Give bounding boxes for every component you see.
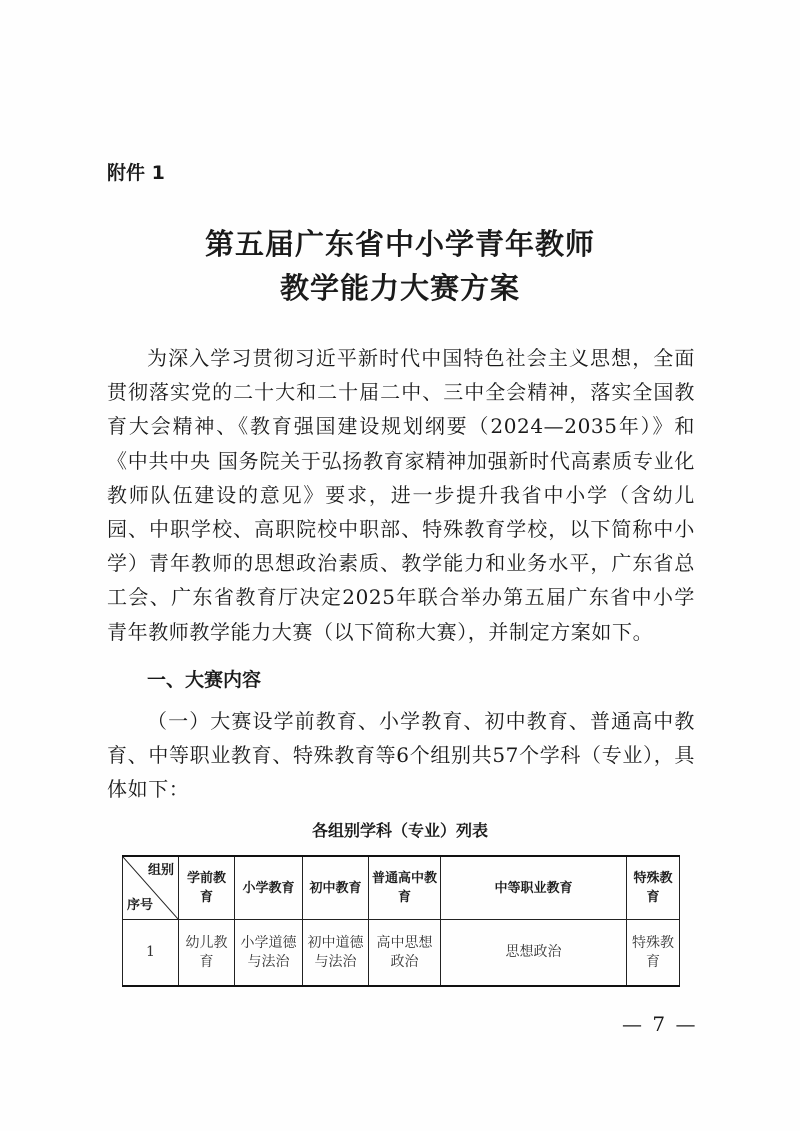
header-senior-high: 普通高中教育	[369, 856, 441, 920]
header-junior-high: 初中教育	[303, 856, 369, 920]
header-vocational: 中等职业教育	[441, 856, 627, 920]
attachment-label: 附件 1	[107, 162, 165, 184]
table-cell: 小学道德与法治	[235, 920, 303, 987]
intro-paragraph: 为深入学习贯彻习近平新时代中国特色社会主义思想，全面贯彻落实党的二十大和二十届二中、三中全会精神，落实全国教育大会精神、《教育强国建设规划纲要（2024—2035年）》和《中共中央 国务院关于弘扬教育家精神加强新时代高素质专业化教师队伍建设的意见》要求，进一步提升我省中小学（含幼儿园、中职学校、高职院校中职部、特殊教育学校，以下简称中小学）青年教师的思想政治素质、教学能力和业务水平，广东省总工会、广东省教育厅决定2025年联合举办第五届广东省中小学青年教师教学能力大赛（以下简称大赛），并制定方案如下。	[107, 346, 695, 644]
section-heading: 一、大赛内容	[147, 669, 262, 691]
table-row	[123, 920, 680, 987]
table-caption: 各组别学科（专业）列表	[311, 821, 488, 840]
page-number: — 7 —	[622, 1012, 698, 1036]
subject-table	[122, 855, 680, 987]
row-number: 1	[123, 920, 179, 987]
table-cell: 思想政治	[441, 920, 627, 987]
table-corner-cell	[123, 856, 179, 920]
corner-label-group: 组别	[147, 863, 174, 878]
header-preschool: 学前教育	[179, 856, 235, 920]
table-cell: 初中道德与法治	[303, 920, 369, 987]
document-title-line-2: 教学能力大赛方案	[279, 271, 520, 305]
table-header-row	[123, 856, 680, 920]
header-special-education: 特殊教育	[627, 856, 680, 920]
table-cell: 高中思想政治	[369, 920, 441, 987]
corner-label-number: 序号	[127, 898, 154, 913]
document-title-line-1: 第五届广东省中小学青年教师	[204, 227, 595, 261]
table-cell: 幼儿教育	[179, 920, 235, 987]
header-primary: 小学教育	[235, 856, 303, 920]
table-cell: 特殊教育	[627, 920, 680, 987]
item-paragraph: （一）大赛设学前教育、小学教育、初中教育、普通高中教育、中等职业教育、特殊教育等6个组别共57个学科（专业），具体如下：	[107, 709, 695, 802]
